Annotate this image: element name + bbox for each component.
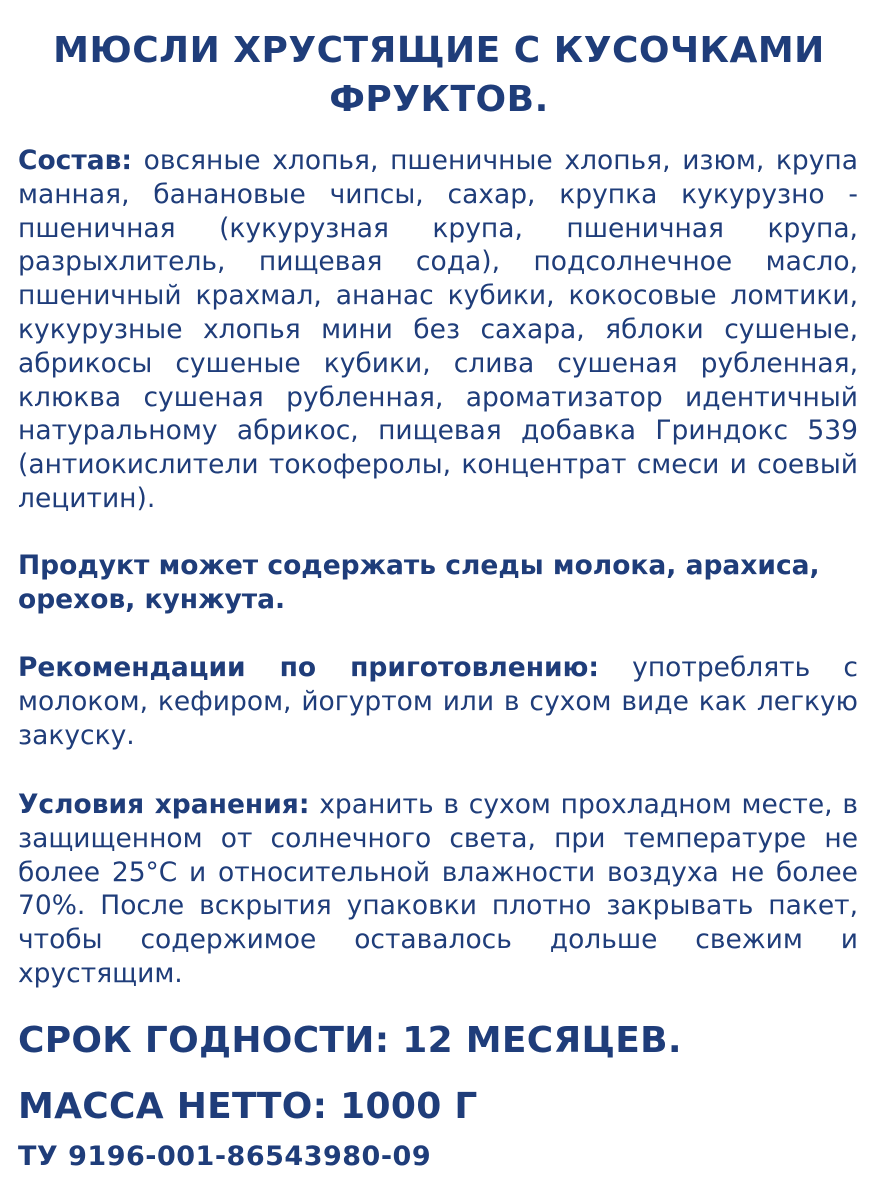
shelf-life: СРОК ГОДНОСТИ: 12 МЕСЯЦЕВ. bbox=[18, 1020, 682, 1061]
preparation-label: Рекомендации по приготовлению: bbox=[18, 652, 599, 683]
net-mass: МАССА НЕТТО: 1000 Г bbox=[18, 1086, 478, 1127]
tu-code: ТУ 9196-001-86543980-09 bbox=[18, 1141, 432, 1172]
preparation-text: употреблять с молоком, кефиром, йогуртом или в сухом виде как легкую закуску. bbox=[18, 652, 858, 751]
allergen-warning: Продукт может содержать следы молока, арахиса, орехов, кунжута. bbox=[18, 550, 820, 615]
storage-text: хранить в сухом прохладном месте, в защищенном от солнечного света, при температуре не более 25°С и относительной влажности воздуха не более 70%. После вскрытия упаковки плотно закрывать пакет, чтобы содержимое оставалось дольше свежим и хрустящим. bbox=[18, 789, 858, 989]
storage-label: Условия хранения: bbox=[18, 789, 310, 820]
composition-label: Состав: bbox=[18, 145, 132, 176]
product-title: МЮСЛИ ХРУСТЯЩИЕ С КУСОЧКАМИ ФРУКТОВ. bbox=[53, 30, 825, 120]
storage-section bbox=[18, 788, 858, 991]
composition-section bbox=[18, 144, 858, 516]
composition-text: овсяные хлопья, пшеничные хлопья, изюм, крупа манная, банановые чипсы, сахар, крупка кукурузно - пшеничная (кукурузная крупа, пшеничная крупа, разрыхлитель, пищевая сода), подсолнечное масло, пшеничный крахмал, ананас кубики, кокосовые ломтики, кукурузные хлопья мини без сахара, яблоки сушеные, абрикосы сушеные кубики, слива сушеная рубленная, клюква сушеная рубленная, ароматизатор идентичный натуральному абрикос, пищевая добавка Гриндокс 539 (антиокислители токоферолы, концентрат смеси и соевый лецитин). bbox=[18, 145, 858, 514]
preparation-section bbox=[18, 651, 858, 752]
